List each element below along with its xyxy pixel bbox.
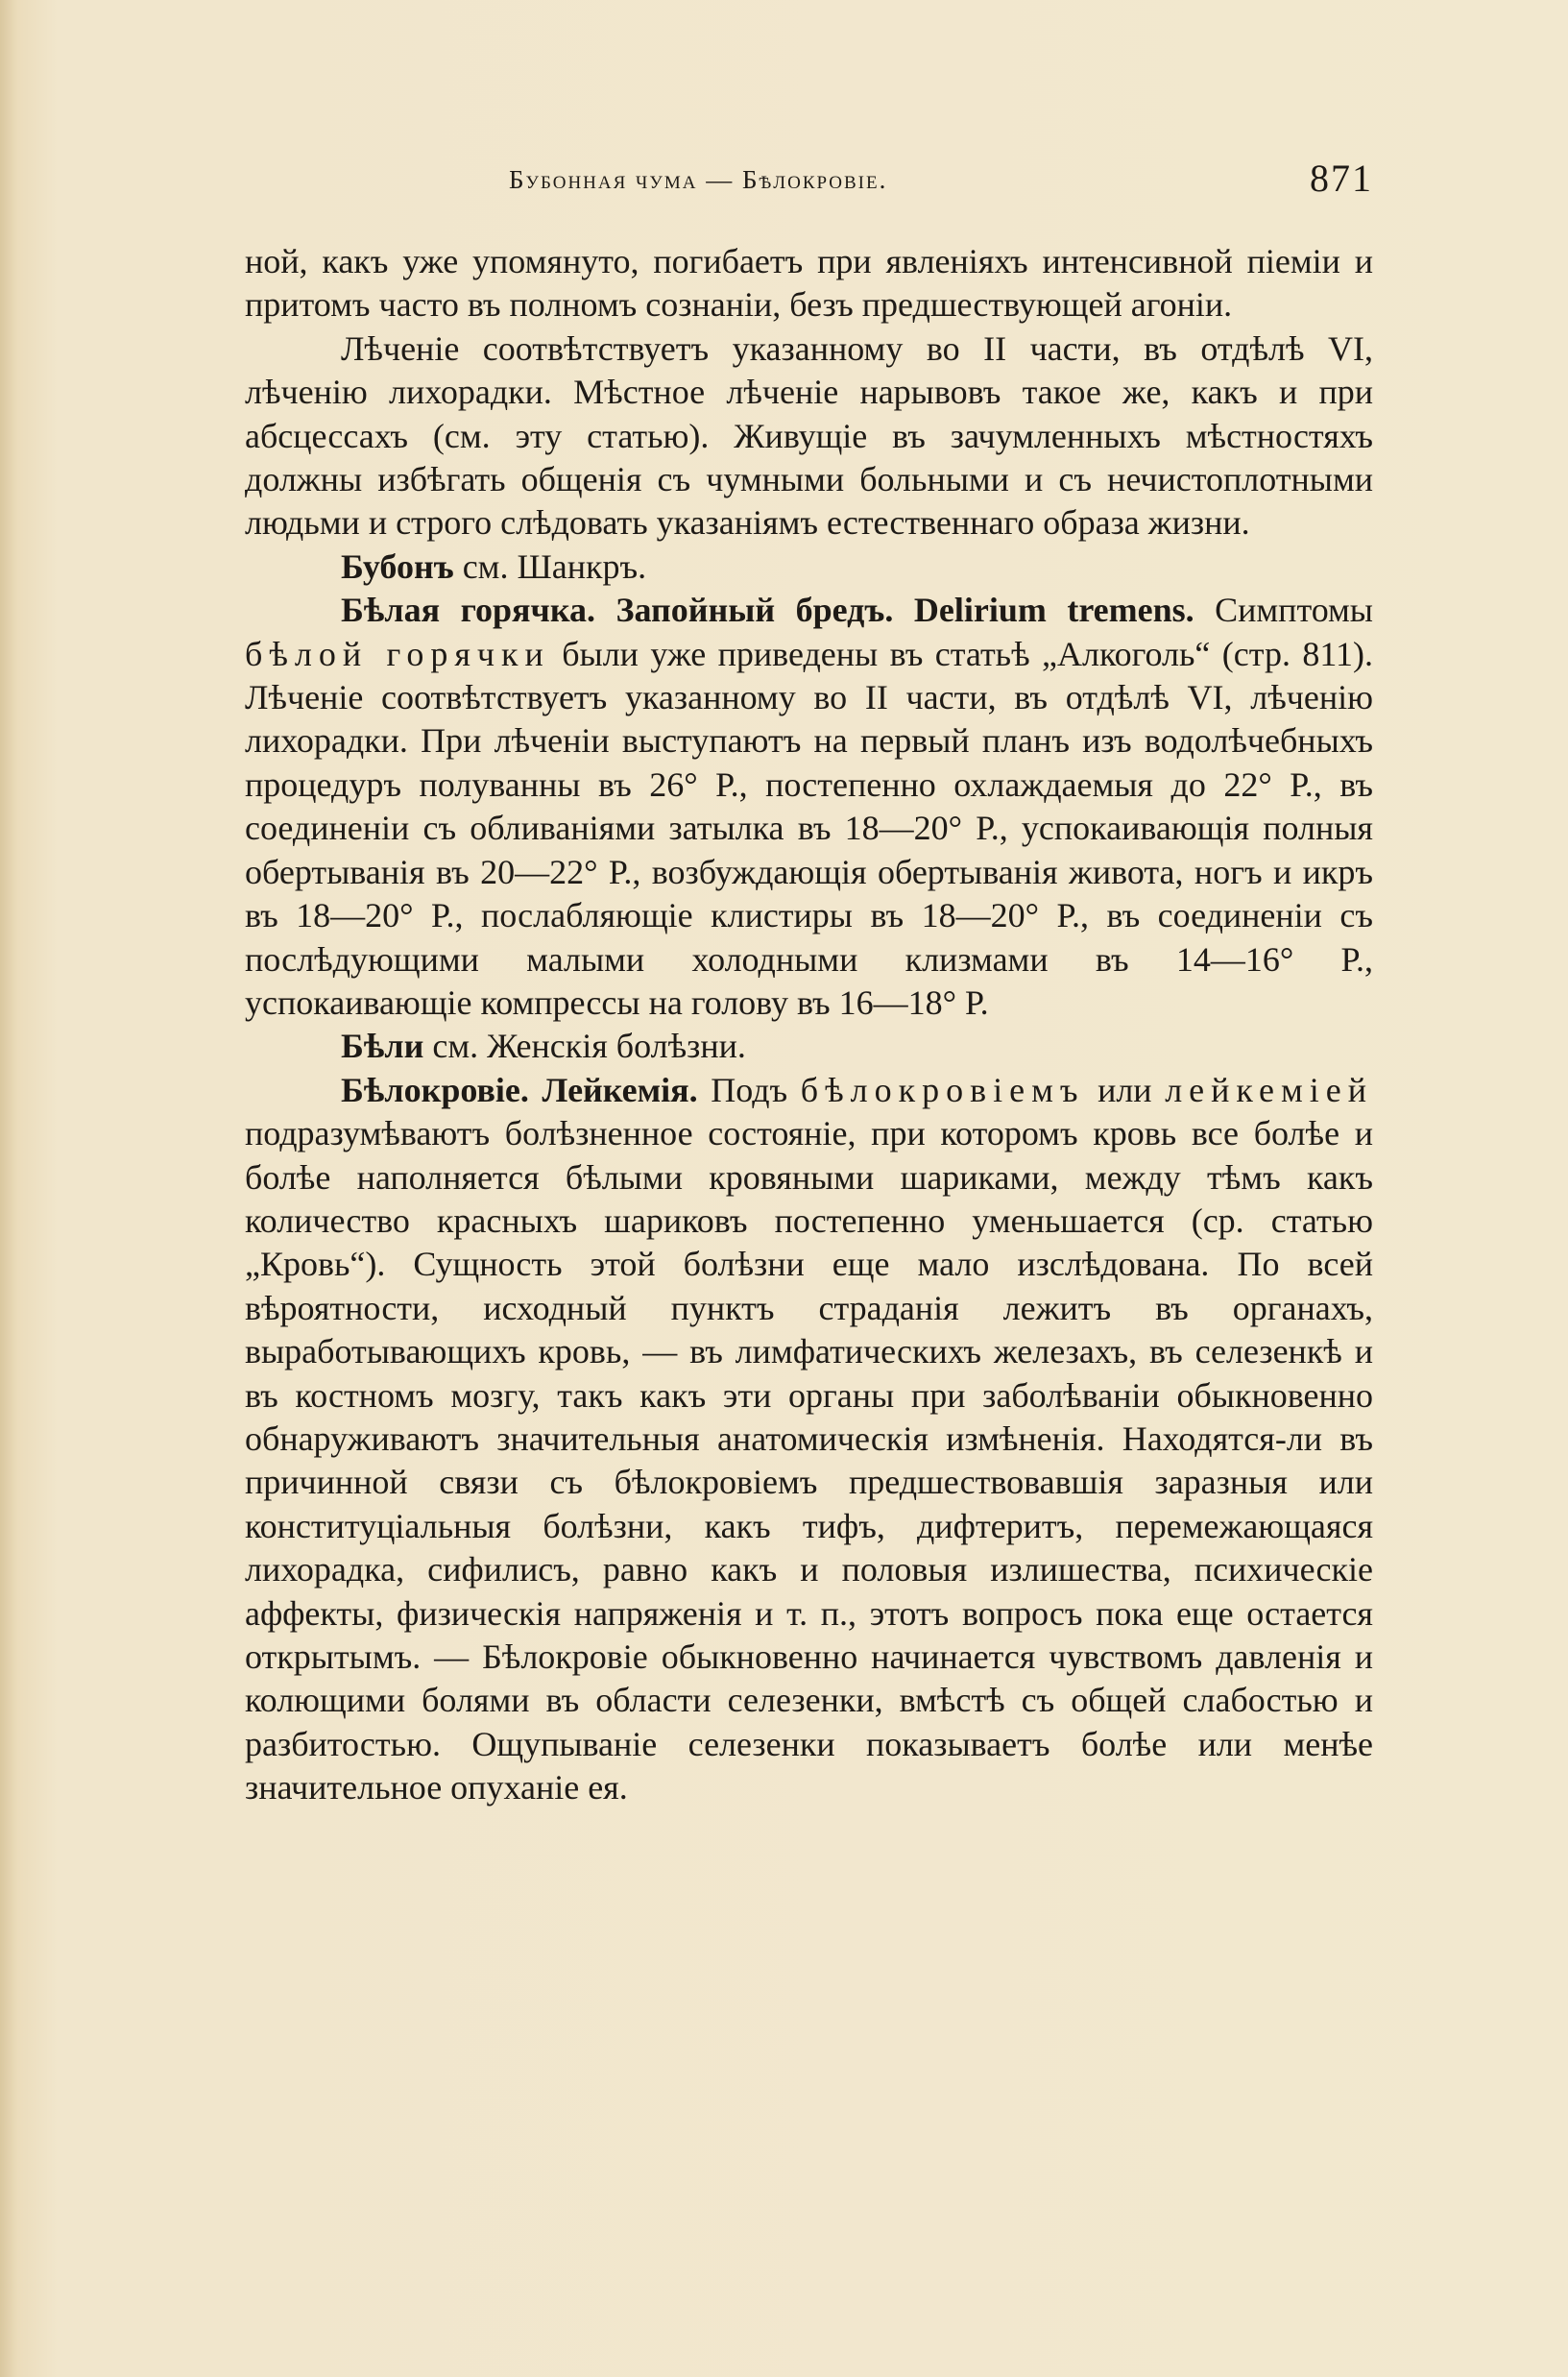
entry-text: Подъ: [697, 1070, 801, 1109]
body-text: [245, 240, 1373, 1810]
entry-text: подразумѣваютъ болѣзненное состояніе, при которомъ кровь все болѣе и болѣе наполняется бѣлыми кровяными шариками, между тѣмъ какъ количество красныхъ шариковъ постепенно уменьшается (ср. статью „Кровь“). Сущность этой болѣзни еще мало изслѣдована. По всей вѣроятности, исходный пунктъ страданія лежитъ въ органахъ, выработывающихъ кровь, — въ лимфатическихъ железахъ, въ селезенкѣ и въ костномъ мозгу, такъ какъ эти органы при заболѣваніи обыкновенно обнаруживаютъ значительныя анатомическія измѣненія. Находятся-ли въ причинной связи съ бѣлокровіемъ предшествовавшія заразныя или конституціальныя болѣзни, какъ тифъ, дифтеритъ, перемежающаяся лихорадка, сифилисъ, равно какъ и половыя излишества, психическіе аффекты, физическія напряженія и т. п., этотъ вопросъ пока еще остается открытымъ. — Бѣлокровіе обыкновенно начинается чувствомъ давленія и колющими болями въ области селезенки, вмѣстѣ съ общей слабостью и разбитостью. Ощупываніе селезенки показываетъ болѣе или менѣе значительное опуханіе ея.: [245, 1114, 1373, 1807]
entry-text: или: [1084, 1070, 1166, 1109]
entry-leukemia: [245, 1069, 1373, 1810]
paragraph-continuation: ной, какъ уже упомянуто, погибаетъ при явленіяхъ интенсивной піеміи и притомъ часто въ полномъ сознаніи, безъ предшествующей агоніи.: [245, 242, 1373, 325]
entry-text: были уже приведены въ статьѣ „Алкоголь“ (стр. 811). Лѣченіе соотвѣтствуетъ указанному во II части, въ отдѣлѣ VI, лѣченію лихорадки. При лѣченіи выступаютъ на первый планъ изъ водолѣчебныхъ процедуръ полуванны въ 26° Р., постепенно охлаждаемыя до 22° Р., въ соединеніи съ обливаніями затылка въ 18—20° Р., успокаивающія полныя обертыванія въ 20—22° Р., возбуждающія обертыванія живота, ногъ и икръ въ 18—20° Р., послабляющіе клистиры въ 18—20° Р., въ соединеніи съ послѣдующими малыми холодными клизмами въ 14—16° Р., успокаивающіе компрессы на голову въ 16—18° Р.: [245, 634, 1374, 1022]
entry-text: см. Женскія болѣзни.: [423, 1027, 746, 1066]
spaced-term: бѣлокровіемъ: [800, 1070, 1085, 1109]
entry-delirium: [245, 589, 1373, 1025]
entry-beli: [245, 1025, 1373, 1068]
entry-heading: Бѣли: [341, 1027, 424, 1066]
entry-heading: Бѣлокровіе. Лейкемія.: [341, 1070, 698, 1109]
spaced-term: бѣлой горячки: [245, 634, 550, 673]
entry-text: см. Шанкръ.: [453, 546, 647, 586]
page-header: [245, 156, 1373, 213]
entry-text: Симптомы: [1194, 591, 1373, 630]
paragraph-treatment: Лѣченіе соотвѣтствуетъ указанному во II части, въ отдѣлѣ VI, лѣченію лихорадки. Мѣстное лѣченіе нарывовъ такое же, какъ и при абсцессахъ (см. эту статью). Живущіе въ зачумленныхъ мѣстностяхъ должны избѣгать общенія съ чумными больными и съ нечистоплотными людьми и строго слѣдовать указаніямъ естественнаго образа жизни.: [245, 328, 1373, 543]
entry-bubon: [245, 546, 1373, 589]
spaced-term: лейкеміей: [1165, 1070, 1374, 1109]
entry-heading: Бѣлая горячка. Запойный бредъ. Delirium tremens.: [341, 591, 1194, 630]
entry-heading: Бубонъ: [341, 546, 454, 586]
page-number: 871: [1310, 157, 1373, 200]
running-head: Бубонная чума — Бѣлокровіе.: [509, 165, 888, 194]
